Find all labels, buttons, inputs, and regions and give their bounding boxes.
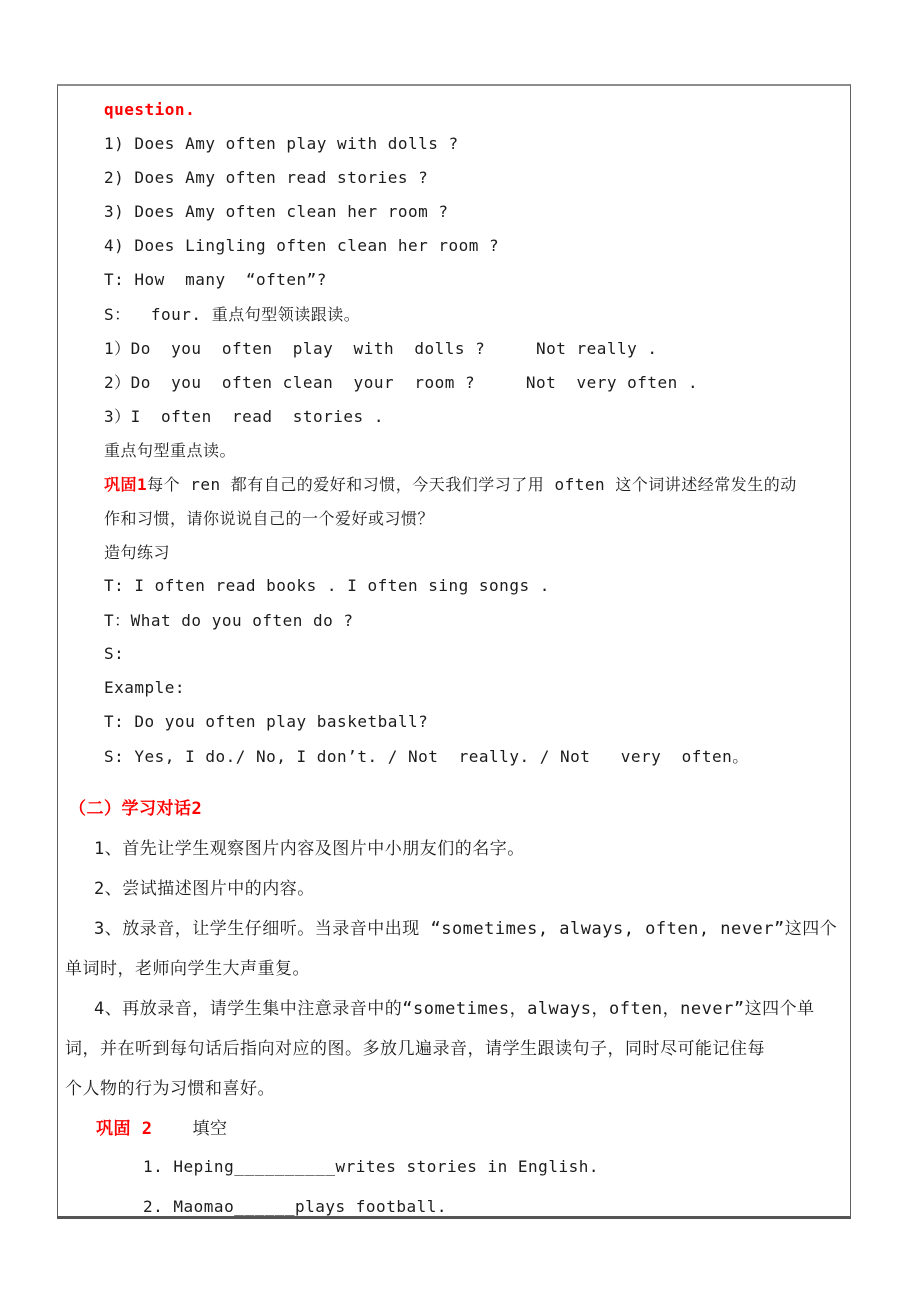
text-line	[58, 704, 850, 738]
text-line	[58, 160, 850, 194]
text-line	[58, 1066, 850, 1106]
section-2-heading	[58, 786, 850, 826]
text-line	[58, 738, 850, 772]
text-line	[58, 432, 850, 466]
line-text: T: How many “often”?	[104, 269, 327, 289]
line-text: 重点句型重点读。	[104, 440, 237, 460]
line-text: 1. Heping__________writes stories in English.	[143, 1156, 599, 1176]
heading-question	[58, 92, 850, 126]
consolidation-1	[58, 466, 850, 500]
consolidation-2	[58, 1106, 850, 1146]
line-text: 1、首先让学生观察图片内容及图片中小朋友们的名字。	[94, 838, 525, 859]
line-text: 1）Do you often play with dolls ? Not really .	[104, 338, 658, 358]
line-text: 单词时，老师向学生大声重复。	[65, 958, 310, 979]
text-line	[58, 866, 850, 906]
consolidation-2-label: 巩固 2	[96, 1118, 153, 1139]
text-line	[58, 946, 850, 986]
blank-line	[58, 772, 850, 786]
text-line	[58, 1146, 850, 1186]
text-line	[58, 126, 850, 160]
text-line	[58, 364, 850, 398]
text-line	[58, 1026, 850, 1066]
line-text: 2）Do you often clean your room ? Not very often .	[104, 372, 699, 392]
line-text: 2. Maomao______plays football.	[143, 1196, 447, 1216]
line-text: 3) Does Amy often clean her room ?	[104, 201, 449, 221]
text-line	[58, 296, 850, 330]
line-text: S:	[104, 643, 125, 663]
text-line	[58, 568, 850, 602]
text-line	[58, 262, 850, 296]
line-text: 词，并在听到每句话后指向对应的图。多放几遍录音，请学生跟读句子，同时尽可能记住每	[65, 1038, 765, 1059]
text-line	[58, 826, 850, 866]
line-text: T：What do you often do ?	[104, 610, 354, 630]
line-text: S： four. 重点句型领读跟读。	[104, 304, 361, 324]
line-text: 造句练习	[104, 542, 171, 562]
text-line	[58, 906, 850, 946]
line-text: 3）I often read stories .	[104, 406, 384, 426]
text-line	[58, 194, 850, 228]
line-text: 个人物的行为习惯和喜好。	[65, 1078, 275, 1099]
text-line	[58, 398, 850, 432]
line-text: 4) Does Lingling often clean her room ?	[104, 235, 500, 255]
text-line	[58, 986, 850, 1026]
line-text: 3、放录音，让学生仔细听。当录音中出现 “sometimes, always, often, never”这四个	[94, 918, 838, 939]
line-text: 填空	[192, 1118, 228, 1139]
text-line	[58, 500, 850, 534]
text-line	[58, 228, 850, 262]
consolidation-1-label: 巩固1	[104, 474, 148, 494]
line-text: 每个 ren 都有自己的爱好和习惯，今天我们学习了用 often 这个词讲述经常发生的动	[147, 474, 797, 494]
line-text: 作和习惯，请你说说自己的一个爱好或习惯？	[104, 508, 435, 528]
line-text: T: I often read books . I often sing songs .	[104, 575, 550, 595]
line-text: Example:	[104, 677, 186, 697]
lesson-plan-cell	[57, 84, 851, 1219]
text-line	[58, 534, 850, 568]
red-heading: question.	[104, 99, 196, 119]
text-line	[58, 330, 850, 364]
text-line	[58, 1186, 850, 1219]
line-text: 4、再放录音，请学生集中注意录音中的“sometimes，always，often，never”这四个单	[94, 998, 815, 1019]
text-line	[58, 636, 850, 670]
line-text: 2) Does Amy often read stories ?	[104, 167, 429, 187]
text-line	[58, 602, 850, 636]
line-text: T: Do you often play basketball?	[104, 711, 429, 731]
line-text: 2、尝试描述图片中的内容。	[94, 878, 315, 899]
text-line	[58, 670, 850, 704]
line-text: S: Yes, I do./ No, I don’t. / Not really. / Not very often。	[104, 746, 749, 766]
section-2-heading-label: （二）学习对话2	[69, 798, 203, 819]
line-text: 1) Does Amy often play with dolls ?	[104, 133, 459, 153]
